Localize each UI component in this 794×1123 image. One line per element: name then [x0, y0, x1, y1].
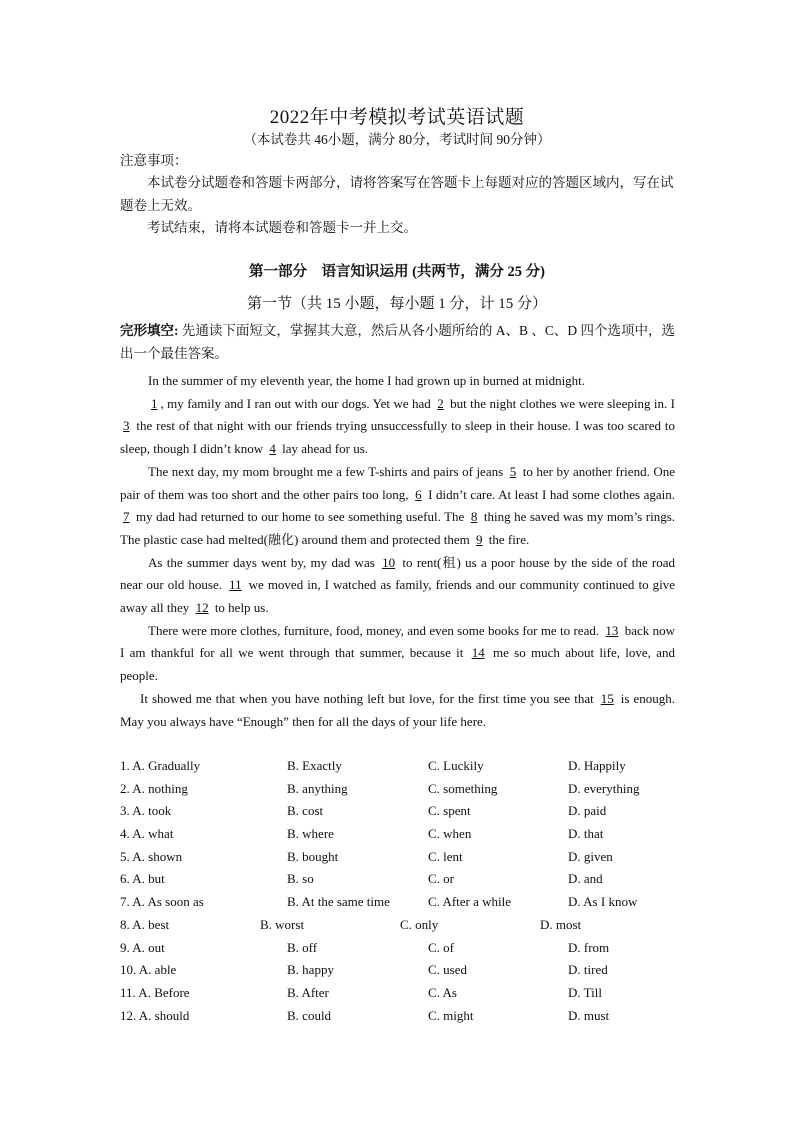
blank-12: 12 — [195, 600, 209, 616]
option-b: B. happy — [287, 962, 334, 978]
passage-text: we moved in, I watched as family, friends and our community continued to give away all they — [120, 577, 675, 616]
passage-text: my dad had returned to our home to see something useful. The — [132, 509, 468, 525]
option-d: D. Till — [568, 984, 602, 1000]
page-subtitle: （本试卷共 46小题，满分 80分，考试时间 90分钟） — [243, 132, 551, 147]
blank-10: 10 — [382, 554, 396, 570]
blank-15: 15 — [600, 690, 614, 706]
option-a: 6. A. but — [120, 871, 165, 887]
passage-text: the rest of that night with our friends trying unsuccessfully to sleep in their house. I was too scared to sleep, though I didn’t know — [120, 418, 675, 457]
option-row — [120, 959, 720, 982]
option-d: D. must — [568, 1007, 610, 1023]
option-d: D. As I know — [568, 894, 638, 910]
option-row — [120, 1005, 720, 1028]
option-b: B. so — [287, 871, 314, 887]
blank-8: 8 — [470, 509, 478, 525]
option-b: B. worst — [260, 916, 305, 932]
passage-paragraph-1: In the summer of my eleventh year, the home I had grown up in burned at midnight. — [148, 373, 586, 388]
option-a: 4. A. what — [120, 826, 174, 842]
option-b: B. where — [287, 826, 334, 842]
passage-text: , my family and I ran out with our dogs. Yet we had — [160, 395, 435, 411]
option-c: C. or — [428, 871, 454, 887]
section-title: 第一节（共 15 小题，每小题 1 分，计 15 分） — [246, 296, 547, 312]
blank-5: 5 — [509, 463, 517, 479]
option-b: B. Exactly — [287, 758, 342, 773]
option-row — [120, 937, 720, 960]
passage-text: the fire. — [485, 531, 530, 547]
part-title: 第一部分 语言知识运用 (共两节，满分 25 分) — [248, 264, 546, 280]
option-c: C. Luckily — [428, 758, 484, 773]
option-a: 7. A. As soon as — [120, 894, 204, 910]
blank-2: 2 — [437, 395, 444, 411]
option-c: C. something — [428, 780, 498, 796]
option-d: D. and — [568, 871, 603, 887]
option-c: C. might — [428, 1007, 474, 1023]
option-c: C. spent — [428, 803, 471, 819]
page-title: 2022年中考模拟考试英语试题 — [269, 107, 525, 128]
option-d: D. tired — [568, 962, 608, 978]
option-a: 12. A. should — [120, 1007, 190, 1023]
option-a: 1. A. Gradually — [120, 758, 201, 773]
option-c: C. As — [428, 984, 457, 1000]
option-c: C. used — [428, 962, 467, 978]
option-a: 11. A. Before — [120, 984, 190, 1000]
option-row — [120, 891, 720, 914]
option-a: 9. A. out — [120, 939, 165, 955]
option-a: 10. A. able — [120, 962, 177, 978]
blank-9: 9 — [476, 531, 483, 547]
passage-paragraph-3 — [120, 461, 675, 552]
passage-text: I didn’t care. At least I had some clothes again. — [424, 486, 675, 502]
option-b: B. anything — [287, 780, 348, 796]
option-d: D. most — [540, 916, 582, 932]
blank-13: 13 — [605, 622, 619, 638]
passage-paragraph-5 — [120, 620, 675, 688]
option-d: D. everything — [568, 780, 640, 796]
instructions-label: 完形填空: — [120, 323, 179, 338]
passage-paragraph-6 — [120, 688, 675, 733]
option-c: C. when — [428, 826, 472, 842]
passage-text: but the night clothes we were sleeping in. I — [446, 395, 675, 411]
option-c: C. only — [400, 916, 439, 932]
option-row — [120, 982, 720, 1005]
option-a: 8. A. best — [120, 916, 170, 932]
option-b: B. cost — [287, 803, 324, 819]
option-row — [120, 914, 720, 937]
option-row — [120, 868, 720, 891]
option-row — [120, 755, 720, 778]
option-c: C. of — [428, 939, 454, 955]
option-row — [120, 800, 720, 823]
instructions — [120, 320, 675, 365]
notes-label: 注意事项： — [120, 153, 188, 168]
option-d: D. paid — [568, 803, 607, 819]
passage-text: The next day, my mom brought me a few T-shirts and pairs of jeans — [148, 463, 507, 479]
option-b: B. At the same time — [287, 894, 390, 910]
answer-options — [120, 755, 720, 1027]
blank-1: 1 — [151, 395, 158, 411]
option-d: D. Happily — [568, 758, 626, 773]
option-d: D. from — [568, 939, 610, 955]
passage-paragraph-2 — [120, 393, 675, 461]
option-row — [120, 846, 720, 869]
option-row — [120, 778, 720, 801]
passage-text: to help us. — [211, 600, 269, 616]
blank-3: 3 — [123, 418, 130, 434]
option-d: D. that — [568, 826, 604, 842]
passage-text: There were more clothes, furniture, food, money, and even some books for me to read. — [148, 622, 603, 638]
blank-4: 4 — [269, 441, 276, 457]
notes-item-2: 考试结束，请将本试题卷和答题卡一并上交。 — [147, 220, 417, 235]
option-a: 2. A. nothing — [120, 780, 188, 796]
option-c: C. lent — [428, 848, 463, 864]
blank-7: 7 — [123, 509, 130, 525]
passage-text: As the summer days went by, my dad was — [148, 554, 380, 570]
option-b: B. off — [287, 939, 318, 955]
passage-text: thing he saved was my mom’s rings. The plastic case had melted(融化) around them and protected them — [120, 509, 676, 547]
passage-text: back now I am thankful for all we went through that summer, because it — [120, 622, 676, 661]
option-a: 3. A. took — [120, 803, 172, 819]
passage-paragraph-4 — [120, 552, 675, 620]
blank-11: 11 — [229, 577, 242, 593]
option-row — [120, 823, 720, 846]
passage-text: to her by another friend. One pair of them was too short and the other pairs too long, — [120, 463, 676, 502]
option-b: B. could — [287, 1007, 332, 1023]
passage-text: is enough. May you always have “Enough” then for all the days of your life here. — [120, 690, 676, 729]
passage-text: lay ahead for us. — [278, 441, 369, 457]
option-b: B. After — [287, 984, 329, 1000]
passage-text: me so much about life, love, and people. — [120, 645, 675, 684]
option-d: D. given — [568, 848, 613, 864]
cloze-passage — [120, 370, 675, 733]
instructions-text: 先通读下面短文，掌握其大意，然后从各小题所给的 A、B 、C、D 四个选项中，选出一个最佳答案。 — [120, 323, 676, 361]
notes-item-1: 本试卷分试题卷和答题卡两部分，请将答案写在答题卡上每题对应的答题区域内，写在试题卷上无效。 — [120, 175, 674, 213]
passage-text: to rent(租) us a poor house by the side of the road near our old house. — [120, 554, 675, 593]
blank-14: 14 — [471, 645, 485, 661]
option-b: B. bought — [287, 848, 339, 864]
passage-text: It showed me that when you have nothing left but love, for the first time you see that — [140, 690, 598, 706]
blank-6: 6 — [415, 486, 422, 502]
option-a: 5. A. shown — [120, 848, 183, 864]
option-c: C. After a while — [428, 894, 512, 910]
